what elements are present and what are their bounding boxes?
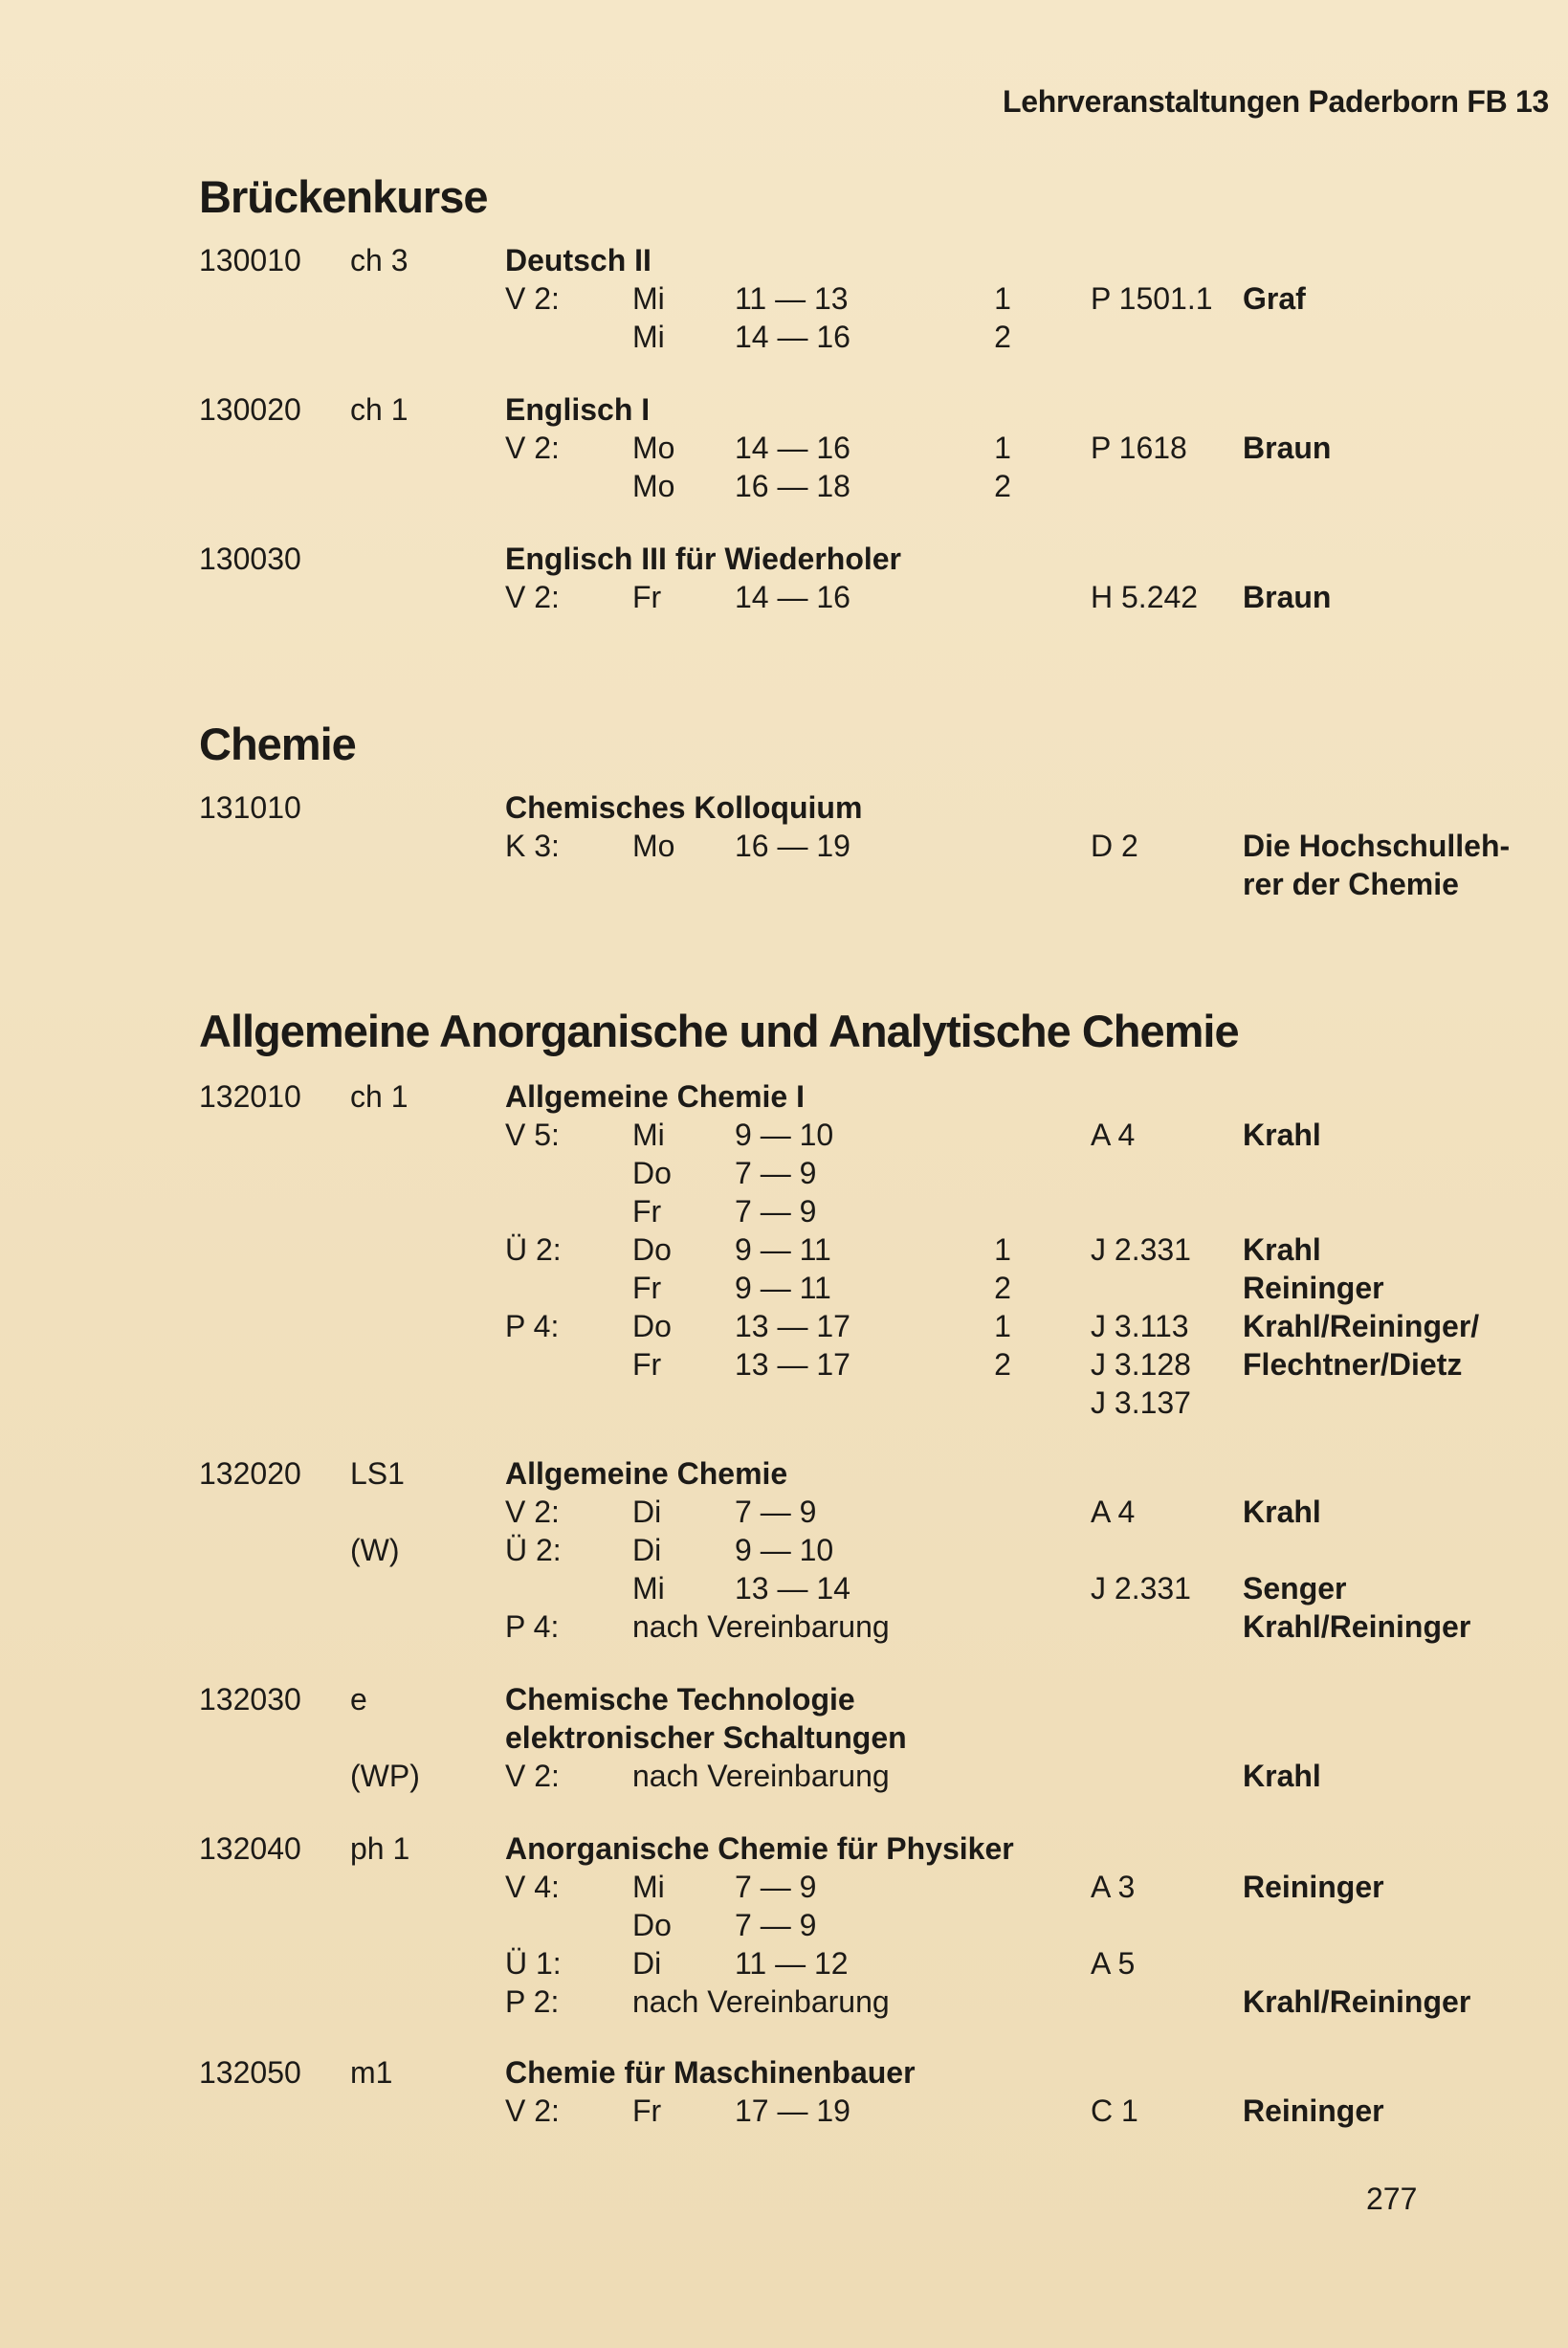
session-lecturer: Krahl bbox=[1243, 1232, 1321, 1267]
session-room: P 1618 bbox=[1091, 431, 1187, 465]
session-room: J 3.128 bbox=[1091, 1347, 1191, 1382]
course-title: Allgemeine Chemie bbox=[505, 1456, 788, 1491]
session-day: nach Vereinbarung bbox=[632, 1984, 890, 2019]
session-time: 7 — 9 bbox=[735, 1194, 817, 1229]
session-day: Fr bbox=[632, 580, 662, 614]
session-group: 1 bbox=[994, 431, 1011, 465]
course-code: e bbox=[350, 1682, 367, 1717]
session-day: Do bbox=[632, 1232, 672, 1267]
course-title: Chemisches Kolloquium bbox=[505, 790, 863, 825]
session-type: V 2: bbox=[505, 281, 560, 316]
session-lecturer: Krahl/Reininger bbox=[1243, 1609, 1471, 1644]
session-day: Do bbox=[632, 1908, 672, 1942]
session-lecturer: rer der Chemie bbox=[1243, 867, 1459, 901]
course-code: ch 1 bbox=[350, 1079, 409, 1114]
session-type: Ü 1: bbox=[505, 1946, 562, 1981]
session-lecturer: Flechtner/Dietz bbox=[1243, 1347, 1463, 1382]
session-group: 2 bbox=[994, 320, 1011, 354]
course-title: Chemie für Maschinenbauer bbox=[505, 2055, 916, 2090]
session-time: 11 — 12 bbox=[735, 1946, 849, 1981]
section-title: Brückenkurse bbox=[199, 171, 488, 222]
running-head: Lehrveranstaltungen Paderborn FB 13 bbox=[1003, 84, 1549, 119]
session-lecturer: Reininger bbox=[1243, 1271, 1384, 1305]
session-type: P 2: bbox=[505, 1984, 560, 2019]
course-code: ph 1 bbox=[350, 1831, 410, 1866]
session-room: D 2 bbox=[1091, 829, 1138, 863]
session-time: 16 — 18 bbox=[735, 469, 850, 503]
session-lecturer: Die Hochschulleh- bbox=[1243, 829, 1511, 863]
course-number: 132050 bbox=[199, 2055, 301, 2090]
session-room: A 3 bbox=[1091, 1870, 1136, 1904]
session-day: Mi bbox=[632, 1870, 665, 1904]
course-code: LS1 bbox=[350, 1456, 405, 1491]
session-group: 2 bbox=[994, 1347, 1011, 1382]
course-title: Allgemeine Chemie I bbox=[505, 1079, 805, 1114]
session-day: Mi bbox=[632, 281, 665, 316]
course-title: Englisch III für Wiederholer bbox=[505, 542, 901, 576]
course-title: Deutsch II bbox=[505, 243, 651, 277]
session-type: V 5: bbox=[505, 1118, 560, 1152]
session-lecturer: Krahl/Reininger bbox=[1243, 1984, 1471, 2019]
course-number: 132010 bbox=[199, 1079, 301, 1114]
session-type: Ü 2: bbox=[505, 1533, 562, 1567]
course-title: Chemische Technologie bbox=[505, 1682, 855, 1717]
course-number: 130030 bbox=[199, 542, 301, 576]
course-number: 132040 bbox=[199, 1831, 301, 1866]
session-time: 13 — 17 bbox=[735, 1347, 850, 1382]
session-time: 7 — 9 bbox=[735, 1156, 817, 1190]
session-lecturer: Krahl/Reininger/ bbox=[1243, 1309, 1480, 1343]
session-time: 9 — 10 bbox=[735, 1118, 834, 1152]
course-number: 130020 bbox=[199, 392, 301, 427]
session-time: 11 — 13 bbox=[735, 281, 849, 316]
session-time: 9 — 11 bbox=[735, 1232, 831, 1267]
session-time: 17 — 19 bbox=[735, 2093, 850, 2128]
session-group: 2 bbox=[994, 469, 1011, 503]
course-code-note: (W) bbox=[350, 1533, 400, 1567]
session-lecturer: Braun bbox=[1243, 431, 1332, 465]
session-type: V 2: bbox=[505, 1759, 560, 1793]
session-lecturer: Krahl bbox=[1243, 1118, 1321, 1152]
session-time: 13 — 17 bbox=[735, 1309, 850, 1343]
session-group: 1 bbox=[994, 1309, 1011, 1343]
session-type: K 3: bbox=[505, 829, 560, 863]
course-number: 131010 bbox=[199, 790, 301, 825]
session-time: 9 — 10 bbox=[735, 1533, 834, 1567]
session-room: J 2.331 bbox=[1091, 1232, 1191, 1267]
session-type: P 4: bbox=[505, 1609, 560, 1644]
session-day: Di bbox=[632, 1946, 662, 1981]
session-type: Ü 2: bbox=[505, 1232, 562, 1267]
page-number: 277 bbox=[1366, 2182, 1418, 2216]
course-title: Anorganische Chemie für Physiker bbox=[505, 1831, 1014, 1866]
session-time: 7 — 9 bbox=[735, 1870, 817, 1904]
course-code-note: (WP) bbox=[350, 1759, 420, 1793]
session-time: 7 — 9 bbox=[735, 1495, 817, 1529]
session-time: 14 — 16 bbox=[735, 320, 850, 354]
course-number: 132020 bbox=[199, 1456, 301, 1491]
session-lecturer: Krahl bbox=[1243, 1759, 1321, 1793]
section-title: Allgemeine Anorganische und Analytische Chemie bbox=[199, 1006, 1239, 1056]
section-title: Chemie bbox=[199, 719, 356, 769]
session-room: H 5.242 bbox=[1091, 580, 1199, 614]
session-type: V 2: bbox=[505, 2093, 560, 2128]
session-day: Mi bbox=[632, 1118, 665, 1152]
session-day: Di bbox=[632, 1495, 662, 1529]
session-group: 1 bbox=[994, 281, 1011, 316]
session-day: Fr bbox=[632, 1194, 662, 1229]
session-lecturer: Braun bbox=[1243, 580, 1332, 614]
course-code: ch 3 bbox=[350, 243, 409, 277]
session-lecturer: Senger bbox=[1243, 1571, 1347, 1606]
session-time: 9 — 11 bbox=[735, 1271, 831, 1305]
course-code: m1 bbox=[350, 2055, 393, 2090]
session-type: P 4: bbox=[505, 1309, 560, 1343]
session-day: nach Vereinbarung bbox=[632, 1609, 890, 1644]
session-time: 13 — 14 bbox=[735, 1571, 850, 1606]
session-type: V 4: bbox=[505, 1870, 560, 1904]
session-day: Fr bbox=[632, 1347, 662, 1382]
session-type: V 2: bbox=[505, 580, 560, 614]
session-room: J 2.331 bbox=[1091, 1571, 1191, 1606]
session-day: Do bbox=[632, 1156, 672, 1190]
session-day: Mo bbox=[632, 431, 675, 465]
course-number: 130010 bbox=[199, 243, 301, 277]
session-room: J 3.113 bbox=[1091, 1309, 1189, 1343]
session-time: 14 — 16 bbox=[735, 580, 850, 614]
session-day: Mi bbox=[632, 1571, 665, 1606]
session-room: C 1 bbox=[1091, 2093, 1138, 2128]
session-day: Di bbox=[632, 1533, 662, 1567]
session-room: A 5 bbox=[1091, 1946, 1136, 1981]
session-lecturer: Reininger bbox=[1243, 2093, 1384, 2128]
session-day: Fr bbox=[632, 1271, 662, 1305]
session-lecturer: Reininger bbox=[1243, 1870, 1384, 1904]
session-day: Mi bbox=[632, 320, 665, 354]
session-room: A 4 bbox=[1091, 1118, 1136, 1152]
course-title-line-2: elektronischer Schaltungen bbox=[505, 1720, 907, 1755]
session-day: Fr bbox=[632, 2093, 662, 2128]
session-type: V 2: bbox=[505, 431, 560, 465]
session-day: nach Vereinbarung bbox=[632, 1759, 890, 1793]
session-room: A 4 bbox=[1091, 1495, 1136, 1529]
course-title: Englisch I bbox=[505, 392, 651, 427]
session-time: 16 — 19 bbox=[735, 829, 850, 863]
session-day: Mo bbox=[632, 829, 675, 863]
session-room: P 1501.1 bbox=[1091, 281, 1213, 316]
session-lecturer: Krahl bbox=[1243, 1495, 1321, 1529]
session-group: 1 bbox=[994, 1232, 1011, 1267]
course-number: 132030 bbox=[199, 1682, 301, 1717]
course-code: ch 1 bbox=[350, 392, 409, 427]
session-group: 2 bbox=[994, 1271, 1011, 1305]
session-day: Mo bbox=[632, 469, 675, 503]
session-time: 7 — 9 bbox=[735, 1908, 817, 1942]
session-lecturer: Graf bbox=[1243, 281, 1306, 316]
session-type: V 2: bbox=[505, 1495, 560, 1529]
session-day: Do bbox=[632, 1309, 672, 1343]
session-time: 14 — 16 bbox=[735, 431, 850, 465]
session-room: J 3.137 bbox=[1091, 1385, 1191, 1420]
